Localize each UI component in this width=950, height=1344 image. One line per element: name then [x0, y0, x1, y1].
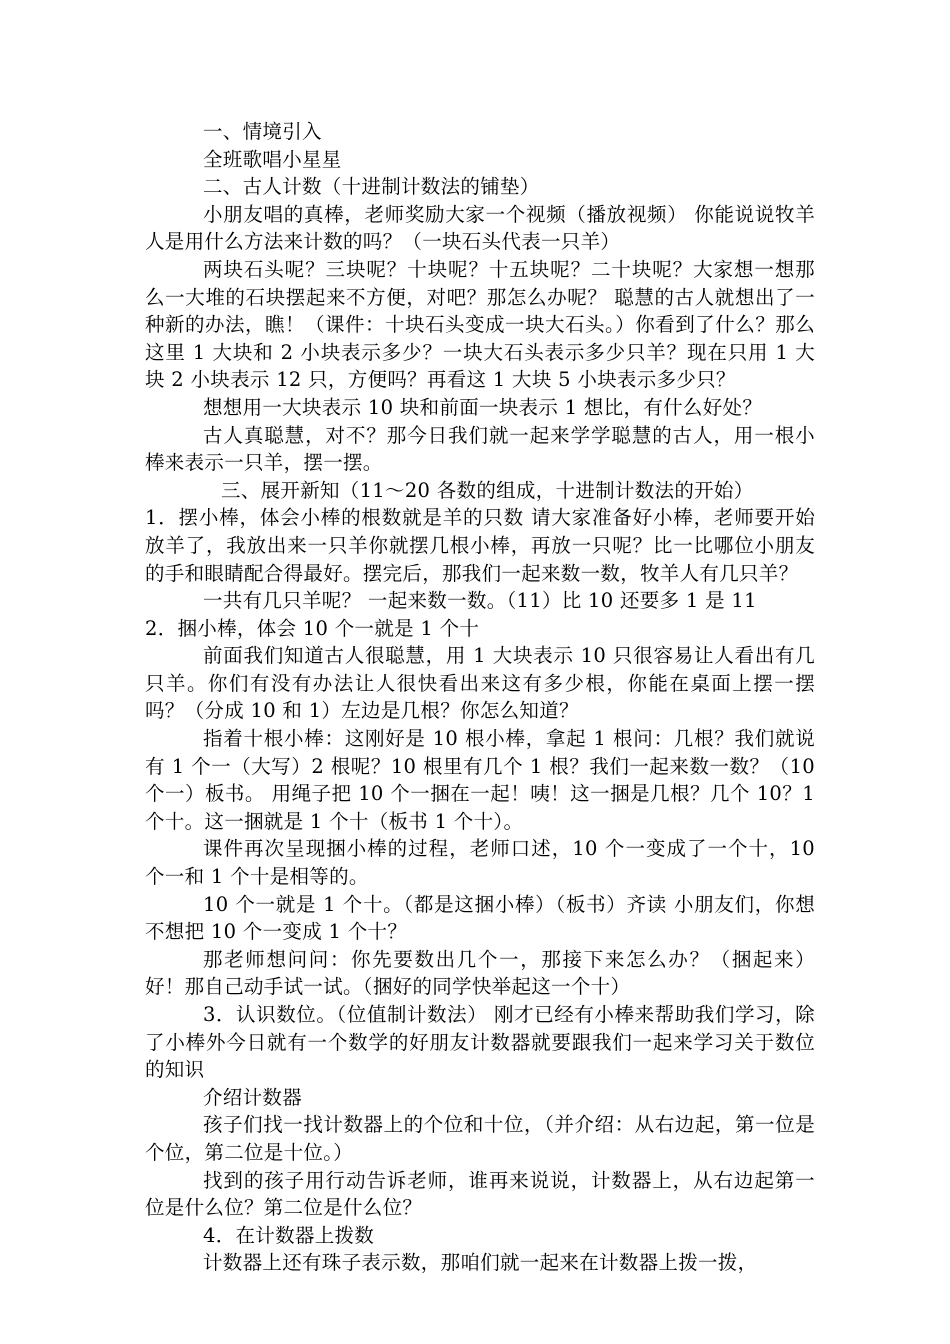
paragraph-ten-ones: 10 个一就是 1 个十。（都是这捆小棒）（板书）齐读 小朋友们，你想不想把 10 个一变成 1 个十？ [145, 892, 815, 944]
paragraph-count-sheep: 一共有几只羊呢？ 一起来数一数。（11）比 10 还要多 1 是 11 [203, 589, 757, 613]
document-body [145, 118, 815, 1277]
paragraph-video: 小朋友唱的真棒，老师奖励大家一个视频（播放视频） 你能说说牧羊人是用什么方法来计数的吗？（一块石头代表一只羊） [145, 202, 815, 254]
paragraph-step-4: 4．在计数器上拨数 [203, 1223, 375, 1247]
paragraph-tell-teacher: 找到的孩子用行动告诉老师，谁再来说说，计数器上，从右边起第一位是什么位？第二位是什么位？ [145, 1168, 815, 1220]
paragraph-step-3: 3．认识数位。（位值制计数法） 刚才已经有小棒来帮助我们学习，除了小棒外今日就有一个数学的好朋友计数器就要跟我们一起来学习关于数位的知识 [145, 1003, 815, 1082]
paragraph-courseware: 课件再次呈现捆小棒的过程，老师口述，10 个一变成了一个十，10 个一和 1 个十是相等的。 [145, 837, 815, 889]
paragraph-find-places: 孩子们找一找计数器上的个位和十位，（并介绍：从右边起，第一位是个位，第二位是十位。） [145, 1113, 815, 1164]
paragraph-step-1: 1．摆小棒，体会小棒的根数就是羊的只数 请大家准备好小棒，老师要开始放羊了，我放出来一只羊你就摆几根小棒，再放一只呢？比一比哪位小朋友的手和眼睛配合得最好。摆完后，那我们一起来数一数，牧羊人有几只羊？ [145, 506, 815, 585]
heading-new-knowledge: 三、展开新知（11～20 各数的组成，十进制计数法的开始） [221, 478, 754, 502]
paragraph-ten-sticks: 指着十根小棒：这刚好是 10 根小棒，拿起 1 根问：几根？我们就说有 1 个一（大写）2 根呢？10 根里有几个 1 根？我们一起来数一数？（10 个一）板书。 用绳子把 10 个一捆在一起！咦！这一捆是几根？几个 10？1 个十。这一捆就是 1 个十（板书 1 个十）。 [145, 727, 815, 833]
paragraph-stones: 两块石头呢？三块呢？十块呢？十五块呢？二十块呢？大家想一想那么一大堆的石块摆起来不方便，对吧？那怎么办呢？ 聪慧的古人就想出了一种新的办法，瞧！（课件：十块石头变成一块大石头。）你看到了什么？那么这里 1 大块和 2 小块表示多少？一块大石头表示多少只羊？现在只用 1 大块 2 小块表示 12 只，方便吗？再看这 1 大块 5 小块表示多少只？ [145, 257, 815, 392]
heading-ancient-counting: 二、古人计数（十进制计数法的铺垫） [203, 175, 540, 199]
paragraph-sing-song: 全班歌唱小星星 [203, 147, 342, 171]
paragraph-big-block: 想想用一大块表示 10 块和前面一块表示 1 想比，有什么好处？ [203, 395, 763, 419]
paragraph-step-2: 2．捆小棒，体会 10 个一就是 1 个十 [145, 616, 480, 640]
paragraph-beads: 计数器上还有珠子表示数，那咱们就一起来在计数器上拨一拨， [203, 1251, 758, 1275]
paragraph-wise-ancients: 古人真聪慧，对不？那今日我们就一起来学学聪慧的古人，用一根小棒来表示一只羊，摆一摆。 [145, 423, 815, 475]
paragraph-try-yourself: 那老师想问问：你先要数出几个一，那接下来怎么办？（捆起来）好！那自己动手试一试。（捆好的同学快举起这一个十） [145, 947, 815, 999]
paragraph-introduce-counter: 介绍计数器 [203, 1085, 303, 1109]
paragraph-quick-see: 前面我们知道古人很聪慧，用 1 大块表示 10 只很容易让人看出有几只羊。你们有没有办法让人很快看出来这有多少根，你能在桌面上摆一摆吗？（分成 10 和 1）左边是几根？你怎么知道？ [145, 644, 815, 723]
heading-situation-intro: 一、情境引入 [203, 120, 322, 143]
